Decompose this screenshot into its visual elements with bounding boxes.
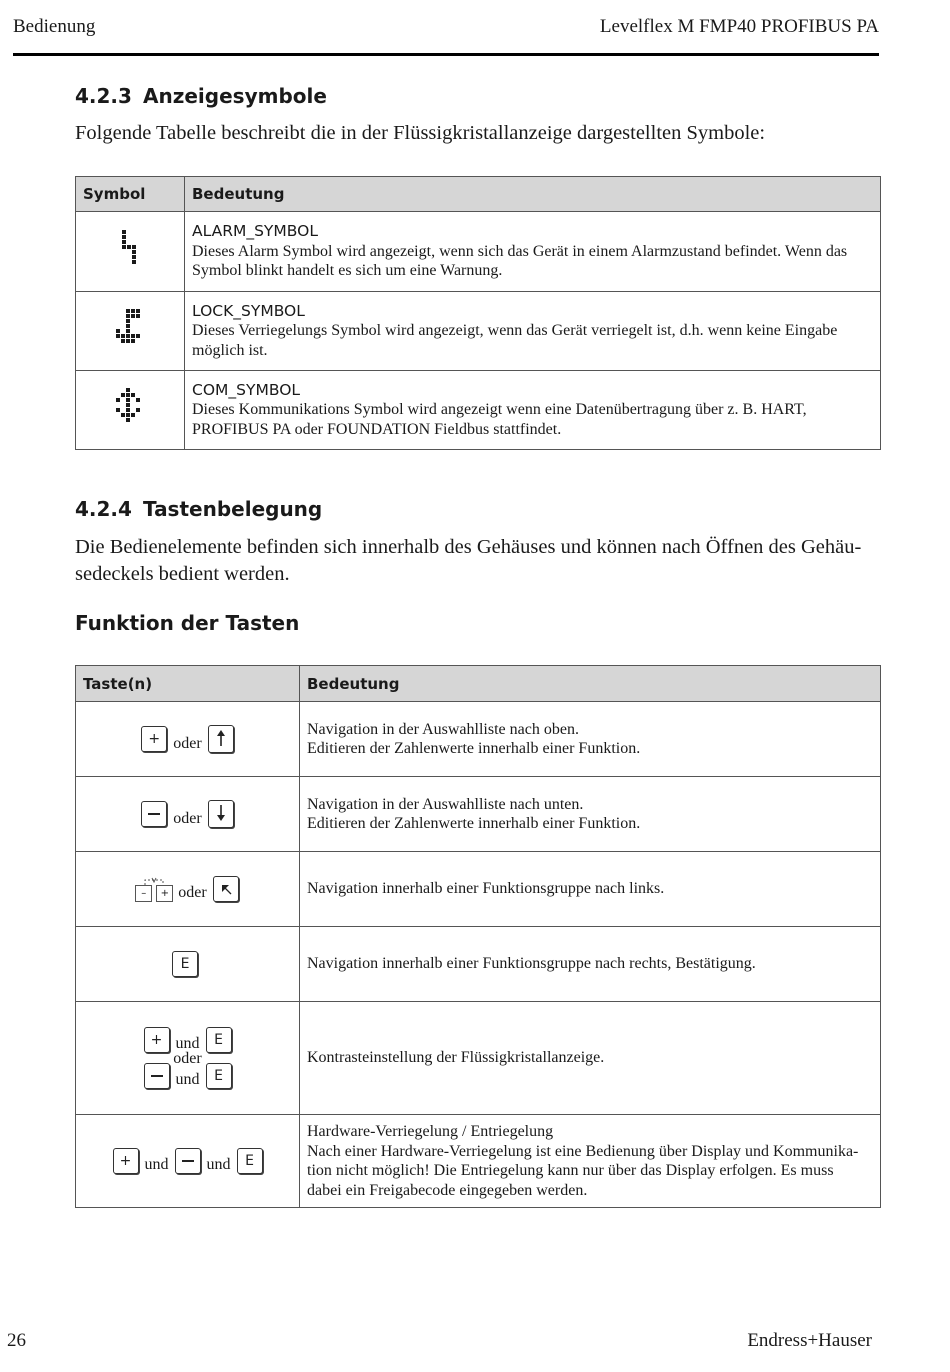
meaning-line: Navigation innerhalb einer Funktionsgruppe nach links. bbox=[307, 880, 665, 898]
meaning-cell bbox=[185, 371, 881, 450]
table-row bbox=[76, 371, 881, 450]
symbol-cell bbox=[76, 371, 185, 450]
key-conjunction: oder bbox=[173, 809, 202, 827]
plus-key-icon: + bbox=[113, 1148, 139, 1174]
meaning-line: Navigation innerhalb einer Funktionsgruppe nach rechts, Bestätigung. bbox=[307, 955, 756, 973]
column-header-tasten: Taste(n) bbox=[76, 666, 300, 702]
minus-key-icon bbox=[144, 1063, 170, 1089]
minus-key-icon: – bbox=[135, 885, 152, 902]
symbol-cell bbox=[76, 292, 185, 371]
table-row bbox=[76, 702, 881, 777]
key-conjunction: und bbox=[144, 1155, 169, 1173]
section-intro bbox=[75, 534, 881, 588]
key-combination-cell bbox=[76, 1002, 300, 1115]
enter-key-icon: E bbox=[206, 1027, 232, 1053]
section-intro-line: Die Bedienelemente befinden sich innerhalb des Gehäuses und können nach Öffnen des Gehäu- bbox=[75, 536, 862, 558]
meaning-line: tion nicht möglich! Die Entriegelung kann nur über das Display erfolgen. Es muss bbox=[307, 1162, 834, 1179]
table-row bbox=[76, 777, 881, 852]
meaning-cell bbox=[300, 1115, 881, 1208]
meaning-cell bbox=[300, 702, 881, 777]
key-conjunction: und bbox=[206, 1155, 231, 1173]
key-combination-cell bbox=[76, 927, 300, 1002]
meaning-line: Editieren der Zahlenwerte innerhalb einer Funktion. bbox=[307, 740, 641, 757]
header-section-title: Bedienung bbox=[13, 16, 96, 37]
meaning-line: dabei ein Freigabecode eingegeben werden. bbox=[307, 1181, 588, 1199]
alarm-symbol-icon bbox=[120, 228, 140, 270]
meaning-cell bbox=[300, 852, 881, 927]
key-combination-cell bbox=[76, 702, 300, 777]
section-intro-line: sedeckels bedient werden. bbox=[75, 563, 290, 585]
subheading-funktion-der-tasten: Funktion der Tasten bbox=[75, 611, 300, 635]
section-number: 4.2.3 bbox=[75, 84, 132, 108]
column-header-bedeutung: Bedeutung bbox=[300, 666, 881, 702]
symbol-description-line: möglich ist. bbox=[192, 341, 268, 359]
symbol-name: COM_SYMBOL bbox=[192, 380, 301, 399]
section-heading-anzeigesymbole bbox=[75, 84, 327, 108]
enter-key-icon: E bbox=[237, 1148, 263, 1174]
meaning-line: Navigation in der Auswahlliste nach unten. bbox=[307, 795, 584, 813]
header-rule bbox=[13, 53, 879, 56]
page-number: 26 bbox=[7, 1330, 26, 1351]
table-header-row bbox=[76, 177, 881, 212]
meaning-cell bbox=[300, 777, 881, 852]
table-row bbox=[76, 1115, 881, 1208]
symbol-table bbox=[75, 176, 881, 450]
table-row bbox=[76, 1002, 881, 1115]
symbol-name: ALARM_SYMBOL bbox=[192, 222, 318, 241]
key-combination-cell bbox=[76, 1115, 300, 1208]
com-symbol-icon bbox=[114, 386, 146, 428]
section-title: Anzeigesymbole bbox=[143, 84, 327, 108]
section-number: 4.2.4 bbox=[75, 497, 132, 521]
symbol-description-line: PROFIBUS PA oder FOUNDATION Fieldbus stattfindet. bbox=[192, 420, 562, 438]
symbol-name: LOCK_SYMBOL bbox=[192, 301, 305, 320]
arrow-down-key-icon bbox=[208, 800, 234, 828]
plus-key-icon: + bbox=[156, 885, 173, 902]
key-conjunction: oder bbox=[173, 1050, 202, 1067]
meaning-cell bbox=[300, 927, 881, 1002]
key-combination-cell bbox=[76, 852, 300, 927]
section-heading-tastenbelegung bbox=[75, 497, 322, 521]
meaning-cell bbox=[185, 292, 881, 371]
footer-brand: Endress+Hauser bbox=[747, 1330, 872, 1351]
meaning-line: Editieren der Zahlenwerte innerhalb einer Funktion. bbox=[307, 815, 641, 832]
arrow-up-key-icon bbox=[208, 725, 234, 753]
table-row bbox=[76, 292, 881, 371]
plus-key-icon: + bbox=[144, 1027, 170, 1053]
column-header-bedeutung: Bedeutung bbox=[185, 177, 881, 212]
key-combination-cell bbox=[76, 777, 300, 852]
section-intro: Folgende Tabelle beschreibt die in der Flüssigkristallanzeige dargestellten Symbole: bbox=[75, 122, 766, 144]
minus-plus-keys-icon bbox=[135, 877, 173, 901]
symbol-description-line: Dieses Verriegelungs Symbol wird angezeigt, wenn das Gerät verriegelt ist, d.h. wenn keine Eingabe bbox=[192, 322, 838, 340]
table-row bbox=[76, 852, 881, 927]
key-conjunction: oder bbox=[178, 883, 207, 901]
meaning-line: Navigation in der Auswahlliste nach oben. bbox=[307, 720, 579, 738]
symbol-description-line: Dieses Alarm Symbol wird angezeigt, wenn sich das Gerät in einem Alarmzustand befindet. Wenn das bbox=[192, 242, 848, 260]
key-combo-line bbox=[76, 1063, 299, 1089]
symbol-description-line: Symbol blinkt handelt es sich um eine Warnung. bbox=[192, 262, 503, 280]
escape-key-icon bbox=[213, 876, 239, 902]
keys-table bbox=[75, 665, 881, 1208]
meaning-line: Nach einer Hardware-Verriegelung ist eine Bedienung über Display und Kommunika- bbox=[307, 1142, 859, 1160]
meaning-cell bbox=[185, 212, 881, 292]
meaning-line: Kontrasteinstellung der Flüssigkristallanzeige. bbox=[307, 1049, 605, 1067]
plus-key-icon: + bbox=[141, 726, 167, 752]
enter-key-icon: E bbox=[206, 1063, 232, 1089]
meaning-line: Hardware-Verriegelung / Entriegelung bbox=[307, 1123, 554, 1140]
meaning-cell bbox=[300, 1002, 881, 1115]
symbol-description-line: Dieses Kommunikations Symbol wird angezeigt wenn eine Datenübertragung über z. B. HART, bbox=[192, 401, 807, 419]
symbol-cell bbox=[76, 212, 185, 292]
section-title: Tastenbelegung bbox=[143, 497, 323, 521]
table-header-row bbox=[76, 666, 881, 702]
table-row bbox=[76, 927, 881, 1002]
key-conjunction: und bbox=[175, 1034, 200, 1052]
column-header-symbol: Symbol bbox=[76, 177, 185, 212]
header-document-title: Levelflex M FMP40 PROFIBUS PA bbox=[599, 16, 879, 37]
lock-symbol-icon bbox=[114, 307, 146, 349]
minus-key-icon bbox=[141, 801, 167, 827]
minus-key-icon bbox=[175, 1148, 201, 1174]
table-row bbox=[76, 212, 881, 292]
key-conjunction: oder bbox=[173, 734, 202, 752]
key-conjunction: und bbox=[175, 1070, 200, 1088]
enter-key-icon: E bbox=[172, 951, 198, 977]
